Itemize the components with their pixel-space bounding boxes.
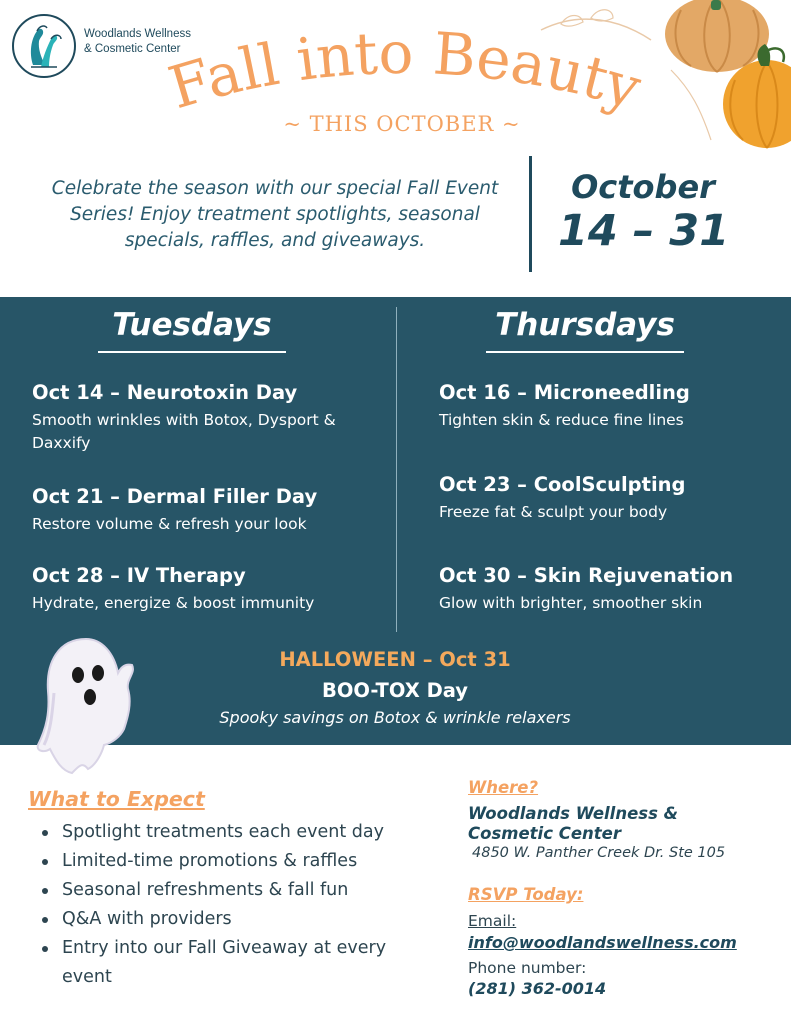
event-title: Oct 16 – Microneedling xyxy=(439,381,690,404)
event-description: Smooth wrinkles with Botox, Dysport & Daxxify xyxy=(32,411,336,452)
halloween-label: HALLOWEEN – Oct 31 xyxy=(279,648,511,671)
peacock-logo-icon xyxy=(11,13,77,79)
where-label: Where? xyxy=(468,778,539,797)
tuesdays-underline xyxy=(98,351,286,353)
event-description: Freeze fat & sculpt your body xyxy=(439,503,668,521)
brand-name-line1: Woodlands Wellness xyxy=(84,28,191,40)
rsvp-label: RSVP Today: xyxy=(468,885,584,904)
event-month: October xyxy=(571,168,715,206)
ghost-icon xyxy=(32,633,140,778)
event-item xyxy=(32,564,377,615)
page-subtitle: ~ THIS OCTOBER ~ xyxy=(283,112,521,136)
what-to-expect-list xyxy=(40,818,435,992)
list-item: Seasonal refreshments & fall fun xyxy=(40,876,435,905)
email-link[interactable]: info@woodlandswellness.com xyxy=(468,933,737,952)
event-item xyxy=(439,473,784,524)
header-divider xyxy=(529,156,532,272)
pumpkins-icon xyxy=(521,0,791,160)
center-address: 4850 W. Panther Creek Dr. Ste 105 xyxy=(472,845,726,861)
list-item: Limited-time promotions & raffles xyxy=(40,847,435,876)
phone-label: Phone number: xyxy=(468,959,587,977)
event-title: Oct 14 – Neurotoxin Day xyxy=(32,381,298,404)
page-title-text: Fall into Beauty xyxy=(161,18,649,123)
event-date-range: 14 – 31 xyxy=(558,206,730,256)
event-title: Oct 21 – Dermal Filler Day xyxy=(32,485,318,508)
event-item xyxy=(32,381,377,455)
brand-name-line2: & Cosmetic Center xyxy=(84,43,181,55)
event-description: Glow with brighter, smoother skin xyxy=(439,594,703,612)
what-to-expect-heading: What to Expect xyxy=(28,787,205,811)
list-item: Entry into our Fall Giveaway at every event xyxy=(40,934,435,992)
center-name-line2: Cosmetic Center xyxy=(468,824,621,843)
center-name xyxy=(468,804,678,844)
halloween-description: Spooky savings on Botox & wrinkle relaxers xyxy=(219,708,571,727)
event-item xyxy=(439,381,784,432)
list-item: Spotlight treatments each event day xyxy=(40,818,435,847)
center-name-line1: Woodlands Wellness & xyxy=(468,804,679,823)
event-description: Restore volume & refresh your look xyxy=(32,515,307,533)
tuesdays-heading: Tuesdays xyxy=(112,307,272,343)
intro-text: Celebrate the season with our special Fall Event Series! Enjoy treatment spotlights, seasonal specials, raffles, and giveaways. xyxy=(51,178,499,251)
event-item xyxy=(32,485,377,536)
event-description: Tighten skin & reduce fine lines xyxy=(439,411,684,429)
thursdays-underline xyxy=(486,351,684,353)
event-title: Oct 28 – IV Therapy xyxy=(32,564,246,587)
thursdays-heading: Thursdays xyxy=(495,307,675,343)
event-title: Oct 30 – Skin Rejuvenation xyxy=(439,564,734,587)
halloween-title: BOO-TOX Day xyxy=(321,679,469,702)
email-label: Email: xyxy=(468,912,517,930)
list-item: Q&A with providers xyxy=(40,905,435,934)
event-item xyxy=(439,564,784,615)
phone-number[interactable]: (281) 362-0014 xyxy=(468,979,607,998)
column-divider xyxy=(396,307,397,632)
event-title: Oct 23 – CoolSculpting xyxy=(439,473,686,496)
event-description: Hydrate, energize & boost immunity xyxy=(32,594,315,612)
